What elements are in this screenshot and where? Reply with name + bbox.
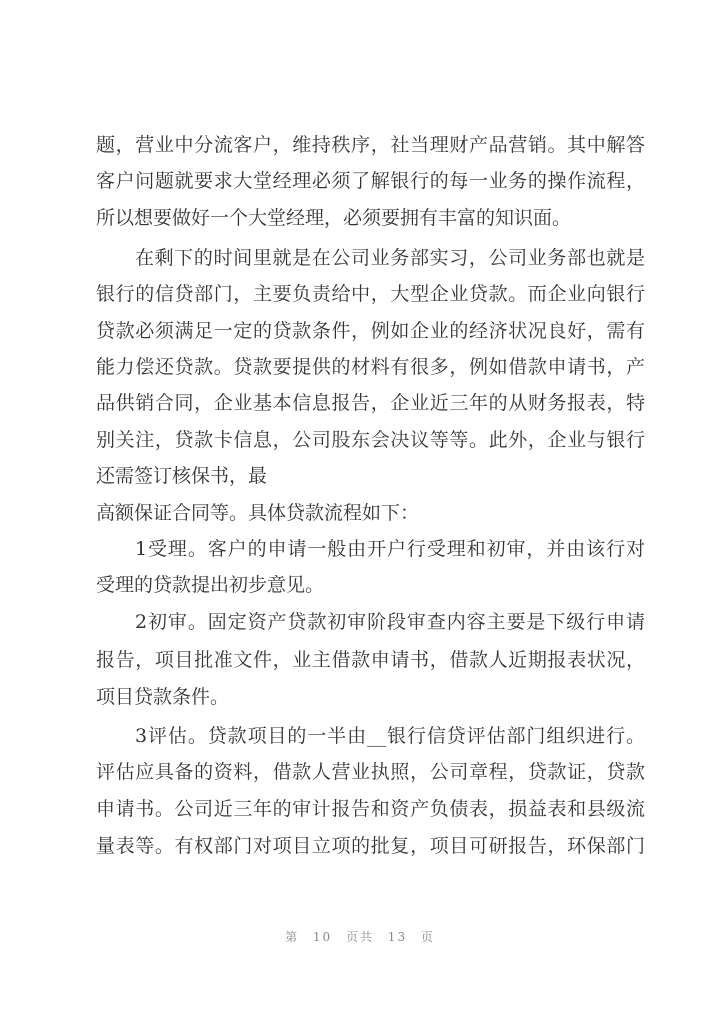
text-line: 量表等。有权部门对项目立项的批复，项目可研报告，环保部门	[96, 835, 645, 857]
text-line: 贷款必须满足一定的贷款条件，例如企业的经济状况良好，需有	[96, 320, 645, 342]
text-line: 受理的贷款提出初步意见。	[96, 574, 325, 596]
text-line: 银行的信贷部门，主要负责给中，大型企业贷款。而企业向银行	[96, 283, 645, 305]
text-line: 题，营业中分流客户，维持秩序，社当理财产品营销。其中解答	[96, 134, 645, 156]
text-line: 申请书。公司近三年的审计报告和资产负债表，损益表和县级流	[96, 798, 645, 820]
text-line: 品供销合同，企业基本信息报告，企业近三年的从财务报表，特	[96, 392, 645, 414]
list-item-3: 3评估。贷款项目的一半由__银行信贷评估部门组织进行。	[135, 725, 645, 747]
page-number-footer: 第 10 页共 13 页	[285, 930, 435, 944]
list-item-1: 1受理。客户的申请一般由开户行受理和初审，并由该行对	[135, 538, 645, 560]
text-line: 客户问题就要求大堂经理必须了解银行的每一业务的操作流程，	[96, 170, 645, 192]
text-line: 项目贷款条件。	[96, 686, 230, 708]
text-line: 所以想要做好一个大堂经理，必须要拥有丰富的知识面。	[96, 207, 572, 229]
text-line: 报告，项目批准文件，业主借款申请书，借款人近期报表状况，	[96, 649, 645, 671]
paragraph-start-line: 在剩下的时间里就是在公司业务部实习，公司业务部也就是	[135, 247, 645, 269]
list-item-2: 2初审。固定资产贷款初审阶段审查内容主要是下级行申请	[135, 611, 645, 633]
text-line: 别关注，贷款卡信息，公司股东会决议等等。此外，企业与银行	[96, 429, 645, 451]
text-line: 高额保证合同等。具体贷款流程如下：	[96, 502, 420, 524]
text-line: 还需签订核保书，最	[96, 465, 268, 487]
text-line: 评估应具备的资料，借款人营业执照，公司章程，贷款证，贷款	[96, 761, 645, 783]
text-line: 能力偿还贷款。贷款要提供的材料有很多，例如借款申请书，产	[96, 356, 645, 378]
